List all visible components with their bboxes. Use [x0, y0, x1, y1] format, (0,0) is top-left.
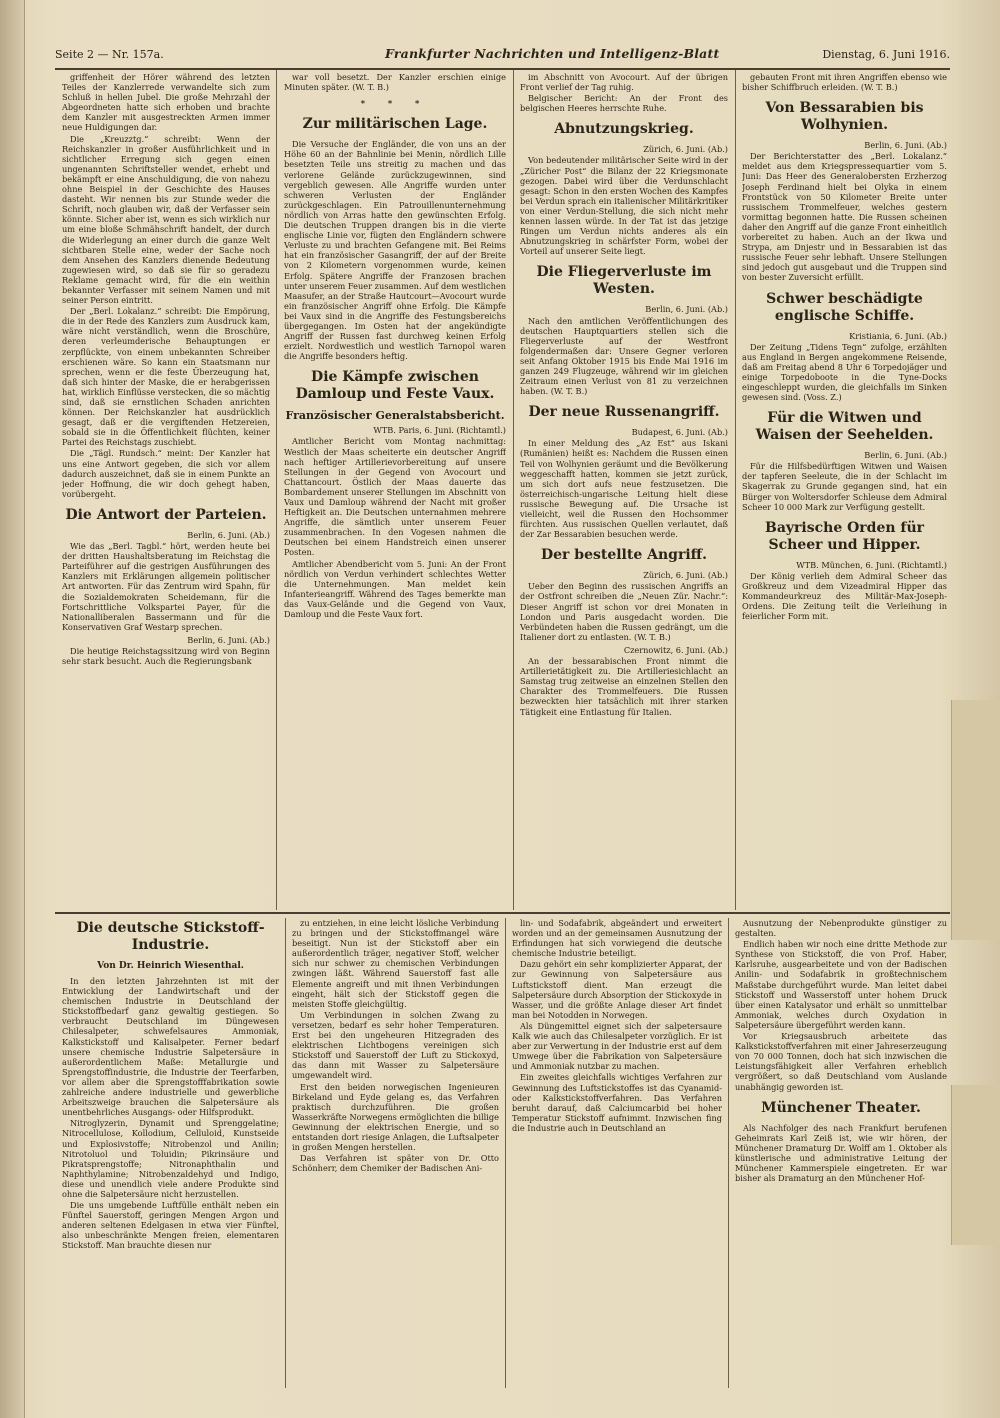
issue-date: Dienstag, 6. Juni 1916.: [822, 48, 950, 61]
article-text: Der König verlieh dem Admiral Scheer das Großkreuz und dem Vizeadmiral Hipper das Kommandeurkreuz des Militär-Max-Joseph-Ordens. Die Zeitung teilt die Verleihung in feierlicher Form mit.: [742, 570, 947, 622]
article-text: im Abschnitt von Avocourt. Auf der übrigen Front verlief der Tag ruhig.: [520, 72, 728, 93]
article-headline: Schwer beschädigte englische Schiffe.: [766, 290, 923, 324]
article-column-3: [520, 72, 728, 910]
dateline: Berlin, 6. Juni. (Ab.): [187, 529, 270, 540]
article-column-1: [62, 72, 270, 910]
article-text: Als Nachfolger des nach Frankfurt berufenen Geheimrats Karl Zeiß ist, wie wir hören, der Münchener Dramaturg Dr. Wolff am 1. Oktober als künstlerische und administrative Leitung der Münchener Kammerspiele eingetreten. Er war bisher als Dramaturg an den Münchener Hof-: [735, 1122, 947, 1184]
article-headline: Bayrische Orden für Scheer und Hipper.: [765, 519, 924, 553]
article-text: Endlich haben wir noch eine dritte Methode zur Synthese von Stickstoff, die von Prof. Haber, Karlsruhe, ausgearbeitete und von der Badischen Anilin- und Sodafabrik in großtechnischem Maßstabe durchgeführt wurde. Man leitet dabei Stickstoff und Wasserstoff unter hohem Druck über einen Katalysator und erhält so unmittelbar Ammoniak, welches durch Oxydation in Salpetersäure übergeführt werden kann.: [735, 939, 947, 1030]
feuilleton-column-3: [512, 918, 722, 1388]
article-subheadline: Französischer Generalstabsbericht.: [285, 409, 505, 423]
column-rule: [513, 70, 514, 910]
article-text: Als Düngemittel eignet sich der salpetersaure Kalk wie auch das Chilesalpeter vorzüglich. Er ist aber zur Verwertung in der Industrie erst auf dem Umwege über die Fabrikation von Salpetersäure und Ammoniak nutzbar zu machen.: [512, 1020, 722, 1072]
article-text: In den letzten Jahrzehnten ist mit der Entwicklung der Landwirtschaft und der chemischen Industrie in Deutschland der Stickstoffbedarf ganz gewaltig gestiegen. So verbraucht Deutschland im Düngewesen Chilesalpeter, schwefelsaures Ammoniak, Kalkstickstoff und Kalisalpeter. Ferner bedarf unsere chemische Industrie Salpetersäure in außerordentlichem Maße: Metallurgie und Sprengstoffindustrie, die Industrie der Teerfarben, vor allem aber die Sprengstofffabrikation sowie zahlreiche andere industrielle und gewerbliche Arbeitszweige brauchen die Salpetersäure als unentbehrliches Ausgangs- oder Hilfsprodukt.: [62, 976, 279, 1118]
article-text: Vor Kriegsausbruch arbeitete das Kalkstickstoffverfahren mit einer Jahreserzeugung von 70 000 Tonnen, doch hat sich inzwischen die Leistungsfähigkeit aller Verfahren erheblich vergrößert, so daß Deutschland vom Auslande unabhängig geworden ist.: [735, 1031, 947, 1092]
dateline: Zürich, 6. Juni. (Ab.): [643, 144, 728, 155]
article-headline: Von Bessarabien bis Wolhynien.: [765, 100, 924, 134]
article-text: Dazu gehört ein sehr komplizierter Apparat, der zur Gewinnung von Salpetersäure aus Luftstickstoff dient. Man erzeugt die Salpetersäure durch Absorption der Stickoxyde in Wasser, und die größte Anlage dieser Art findet man bei Notodden in Norwegen.: [512, 959, 722, 1020]
dateline: Kristiania, 6. Juni. (Ab.): [849, 330, 947, 341]
article-text: In einer Meldung des „Az Est“ aus Iskani (Rumänien) heißt es: Nachdem die Russen einen Teil von Wolhynien geräumt und die Bevölkerung weggeschafft hatten, kommen sie jetzt zurück, um sich dort aufs neue festzusetzen. Die österreichisch-ungarische Leitung hielt diese russische Bewegung auf. Die Ursache ist vielleicht, weil die Russen den Hochsommer fürchten. Aus russischen Quellen verlautet, daß der Zar Bessarabien besuchen werde.: [520, 438, 728, 540]
column-rule: [728, 918, 729, 1388]
article-headline: Münchener Theater.: [761, 1099, 921, 1116]
article-text: Für die Hilfsbedürftigen Witwen und Waisen der tapferen Seeleute, die in der Schlacht im Skagerrak zu Grunde gegangen sind, hat ein Bürger von Woltersdorfer Schleuse dem Admiral Scheer 10 000 Mark zur Verfügung gestellt.: [742, 461, 947, 512]
article-text: Ueber den Beginn des russischen Angriffs an der Ostfront schreiben die „Neuen Zür. Nachr.“: Dieser Angriff ist schon vor drei Monaten in London und Paris ausgedacht worden. Die Verbündeten haben die Russen gedrängt, um die Italiener dort zu entlasten. (W. T. B.): [520, 581, 728, 642]
dateline: WTB. Paris, 6. Juni. (Richtamtl.): [373, 425, 506, 436]
article-text: Die „Kreuzztg.“ schreibt: Wenn der Reichskanzler in großer Ausführlichkeit und in sichtlicher Erregung sich gegen einen ungenannten Schriftsteller wendet, erhebt und bekämpft er eine Anschuldigung, die von nahezu ohne Beispiel in der Geschichte des Hauses dasteht. Wir nennen bis zur Stunde weder die Schrift, noch glauben wir, daß der Verfasser sein könnte. Sicher aber ist, wenn es sich wirklich nur um eine bloße Schmähschrift handelt, der durch die Widerlegung an einer durch die ganze Welt sichtbaren Stelle eine, weder der Sache noch dem Ansehen des Kanzlers dienende Bedeutung zugewiesen wird, so daß sie für so geradezu Reklame gemacht wird, für die ein weithin bekannter Verfasser mit seinem Namen und mit seiner Person eintritt.: [62, 133, 270, 306]
binding-gutter: [0, 0, 25, 1418]
dateline: WTB. München, 6. Juni. (Richtamtl.): [796, 559, 947, 570]
article-text: Amtlicher Bericht vom Montag nachmittag: Westlich der Maas scheiterte ein deutscher Angriff nach heftiger Artillerievorbereitung auf unsere Stellungen in der Gegend von Avocourt und Chattancourt. Östlich der Maas dauerte das Bombardement unserer Stellungen im Abschnitt von Vaux und Damloup während der Nacht mit großer Heftigkeit an. Die Deutschen unternahmen mehrere Angriffe, die sämtlich unter unserem Feuer zusammenbrachen. In den Vogesen nahmen die Deutschen bei einem Handstreich einen unserer Posten.: [284, 436, 506, 558]
dateline: Czernowitz, 6. Juni. (Ab.): [623, 644, 728, 655]
article-headline: Der neue Russenangriff.: [528, 404, 720, 421]
article-headline: Zur militärischen Lage.: [302, 116, 488, 133]
feuilleton-column-4: [735, 918, 947, 1388]
article-text: gebauten Front mit ihren Angriffen ebenso wie bisher Schiffbruch erleiden. (W. T. B.): [742, 72, 947, 93]
dateline: Budapest, 6. Juni. (Ab.): [631, 427, 728, 438]
torn-page-edge: [951, 700, 1000, 940]
article-text: Ein zweites gleichfalls wichtiges Verfahren zur Gewinnung des Luftstickstoffes ist das Cyanamid- oder Kalkstickstoffverfahren. Das Verfahren beruht darauf, daß Calciumcarbid bei hoher Temperatur Stickstoff aufnimmt. Inzwischen fing die Industrie auch in Deutschland an: [512, 1072, 722, 1133]
feuilleton-column-1: [62, 918, 279, 1388]
article-text: Die „Tägl. Rundsch.“ meint: Der Kanzler hat uns eine Antwort gegeben, die sich vor allem dadurch auszeichnet, daß sie in einem Punkte an jeder Hoffnung, die wir doch gehegt haben, vorübergeht.: [62, 448, 270, 499]
section-divider: [55, 912, 950, 914]
article-text: Um Verbindungen in solchen Zwang zu versetzen, bedarf es sehr hoher Temperaturen. Erst bei den ungeheuren Hitzegraden des elektrischen Lichtbogens vereinigen sich Stickstoff und Sauerstoff der Luft zu Stickoxyd, das dann mit Wasser zu Salpetersäure umgewandelt wird.: [292, 1009, 499, 1081]
feuilleton-column-2: [292, 918, 499, 1388]
article-text: Von bedeutender militärischer Seite wird in der „Züricher Post“ die Bilanz der 22 Kriegsmonate gezogen. Dabei wird über die Verdunschlacht gesagt: Schon in den ersten Wochen des Kampfes bei Verdun sprach ein italienischer Militärkritiker von einer Verdun-Stellung, die sich nicht mehr kennen lassen würde. In der Tat ist das jetzige Ringen um Verdun nichts anderes als ein Abnutzungskrieg in schärfster Form, wobei der Vorteil auf unserer Seite liegt.: [520, 155, 728, 257]
article-headline: Die Antwort der Parteien.: [65, 506, 267, 523]
article-text: Nach den amtlichen Veröffentlichungen des deutschen Hauptquartiers stellen sich die Fliegerverluste auf der Westfront folgendermaßen dar: Unsere Gegner verloren seit Anfang Oktober 1915 bis Ende Mai 1916 im ganzen 249 Flugzeuge, während wir im gleichen Zeitraum einen Verlust von 81 zu verzeichnen haben. (W. T. B.): [520, 315, 728, 397]
dateline: Berlin, 6. Juni. (Ab.): [645, 304, 728, 315]
column-rule: [285, 918, 286, 1388]
column-rule: [276, 70, 277, 910]
article-text: Die Versuche der Engländer, die von uns an der Höhe 60 an der Bahnlinie bei Menin, nördlich Lille besetzten Teile uns streitig zu machen und das verlorene Gelände zurückzugewinnen, sind vergeblich gewesen. Alle Angriffe wurden unter schweren Verlusten der Engländer zurückgeschlagen. Ein Patrouillenunternehmung nördlich von Arras hatte den gewünschten Erfolg. Die deutschen Truppen drangen bis in die vierte englische Linie vor, fügten den Engländern schwere Verluste zu und brachten Gefangene mit. Bei Reims hat ein französischer Gasangriff, der auf der Breite von 2 Kilometern vorgenommen wurde, keinen Erfolg. Spätere Angriffe der Franzosen brachen unter unserem Feuer zusammen. Auf dem westlichen Maasufer, an der Straße Hautcourt—Avocourt wurde ein französischer Angriff ohne Erfolg. Die Kämpfe bei Vaux sind in die Angriffe des Festungsbereichs übergegangen. Im Osten hat der angekündigte Angriff der Russen fast durchweg keinen Erfolg erzielt. Nordwestlich und westlich Tarnopol waren die Angriffe besonders heftig.: [284, 139, 506, 362]
dateline: Berlin, 6. Juni. (Ab.): [187, 634, 270, 645]
article-column-2: [284, 72, 506, 910]
article-headline: Abnutzungskrieg.: [554, 121, 694, 138]
feature-headline: Die deutsche Stickstoff-Industrie.: [76, 920, 265, 953]
article-text: Der Zeitung „Tidens Tegn“ zufolge, erzählten aus England in Bergen angekommene Reisende, daß am Freitag abend 8 Uhr 6 Torpedojäger und einige Torpedoboote in die Tyne-Docks eingeschleppt wurden, die gleichfalls im Sinken gewesen sind. (Voss. Z.): [742, 341, 947, 403]
article-text: war voll besetzt. Der Kanzler erschien einige Minuten später. (W. T. B.): [284, 72, 506, 93]
article-text: Die uns umgebende Luftfülle enthält neben ein Fünftel Sauerstoff, geringen Mengen Argon und anderen seltenen Edelgasen in etwa vier Fünftel, also unbeschränkte Mengen freien, elementaren Stickstoff. Man brauchte diesen nur: [62, 1200, 279, 1251]
article-text: Der Berichterstatter des „Berl. Lokalanz.“ meldet aus dem Kriegspressequartier vom 5. Juni: Das Heer des Generalobersten Erzherzog Joseph Ferdinand hielt bei Olyka in einem Frontstück von 50 Kilometer Breite unter russischem Trommelfeuer, welches gestern vormittag begonnen hatte. Die Russen scheinen daher den Angriff auf die ganze Front einheitlich vorbereitet zu haben. Auch an der Ikwa und Strypa, am Dnjestr und in Bessarabien ist das russische Feuer sehr lebhaft. Unsere Stellungen sind jedoch gut ausgebaut und die Truppen sind von bester Zuversicht erfüllt.: [742, 151, 947, 283]
masthead-title: Frankfurter Nachrichten und Intelligenz-Blatt: [385, 46, 720, 61]
page-header: [55, 46, 950, 70]
article-text: Die heutige Reichstagssitzung wird von Beginn sehr stark besucht. Auch die Regierungsbank: [62, 645, 270, 667]
article-text: An der bessarabischen Front nimmt die Artillerietätigkeit zu. Die Artilleriesichlacht an Samstag trug zeitweise an einzelnen Stellen den Charakter des Trommelfeuers. Die Russen bezweckten hier tatsächlich mit ihrer starken Tätigkeit eine Entlastung für Italien.: [520, 656, 728, 717]
article-column-4: [742, 72, 947, 910]
dateline: Berlin, 6. Juni. (Ab.): [864, 140, 947, 151]
column-rule: [505, 918, 506, 1388]
article-text: lin- und Sodafabrik, abgeändert und erweitert worden und an der gemeinsamen Ausnutzung der Erfindungen hat sich vorwiegend die deutsche chemische Industrie beteiligt.: [512, 918, 722, 959]
dateline: Zürich, 6. Juni. (Ab.): [643, 570, 728, 581]
article-text: griffenheit der Hörer während des letzten Teiles der Kanzlerrede verwandelte sich zum Schluß in hellen Jubel. Die große Mehrzahl der Abgeordneten hatte sich erhoben und brachte dem Kanzler mit ausgestreckten Armen immer neue Huldigungen dar.: [62, 72, 270, 133]
article-text: Ausnutzung der Nebenprodukte günstiger zu gestalten.: [735, 918, 947, 939]
article-text: Amtlicher Abendbericht vom 5. Juni: An der Front nördlich von Verdun verhindert schlechtes Wetter die Unternehmungen. Man meldet kein Infanterieangriff. Während des Tages bemerkte man das Vaux-Gelände und die Gegend von Vaux, Damloup und die Feste Vaux fort.: [284, 558, 506, 620]
page-number-issue: Seite 2 — Nr. 157a.: [55, 48, 164, 61]
byline: Von Dr. Heinrich Wiesenthal.: [97, 961, 244, 971]
article-text: Das Verfahren ist später von Dr. Otto Schönherr, dem Chemiker der Badischen Ani-: [292, 1153, 499, 1174]
article-text: Belgischer Bericht: An der Front des belgischen Heeres herrschte Ruhe.: [520, 93, 728, 114]
article-text: Erst den beiden norwegischen Ingenieuren Birkeland und Eyde gelang es, das Verfahren praktisch durchzuführen. Die großen Wasserkräfte Norwegens ermöglichten die billige Gewinnung der elektrischen Energie, und so entstanden dort riesige Anlagen, die Luftsalpeter in großen Mengen herstellen.: [292, 1081, 499, 1153]
article-text: zu entziehen, in eine leicht lösliche Verbindung zu bringen und der Stickstoffmangel wäre beseitigt. Nun ist der Stickstoff aber ein außerordentlich träger, negativer Stoff, welcher sich nur schwer zu chemischen Verbindungen zwingen läßt. Während Sauerstoff fast alle Elemente angreift und mit ihnen Verbindungen eingeht, hält sich der Stickstoff gegen die meisten Stoffe gleichgültig.: [292, 918, 499, 1009]
article-headline: Die Kämpfe zwischen Damloup und Feste Vaux.: [295, 369, 495, 403]
torn-page-edge-lower: [951, 1085, 1000, 1245]
article-headline: Der bestellte Angriff.: [540, 547, 708, 564]
article-text: Nitroglyzerin, Dynamit und Sprenggelatine; Nitrocellulose, Kollodium, Celluloid, Kunstseide und Explosivstoffe; Nitrobenzol und Anilin; Nitrotoluol und Toluidin; Pikrinsäure und Pikratsprengstoffe; Nitronaphthalin und Naphthylamine; Nitrobenzaldehyd und Indigo, diese und unendlich viele andere Produkte sind ohne die Salpetersäure nicht herzustellen.: [62, 1118, 279, 1199]
column-rule: [735, 70, 736, 910]
separator-stars: * * *: [360, 98, 430, 109]
article-text: Der „Berl. Lokalanz.“ schreibt: Die Empörung, die in der Rede des Kanzlers zum Ausdruck kam, wäre nicht verständlich, wenn die Broschüre, deren verleumderische Behauptungen er zerpflückte, von einem unbekannten Schreiber erschienen wäre. So kann ein Staatsmann nur sprechen, wenn er die feste Überzeugung hat, daß sich hinter der Maske, die er herabgerissen hat, wirklich Einflüsse verstecken, die so mächtig sind, daß sie ernstlichen Schaden anrichten können. Der Reichskanzler hat ausdrücklich gesagt, daß er die vergiftenden Hetzereien, sobald sie in die Öffentlichkeit flüchten, keiner Partei des Reichstags zuschiebt.: [62, 306, 270, 448]
dateline: Berlin, 6. Juni. (Ab.): [864, 450, 947, 461]
article-headline: Für die Witwen und Waisen der Seehelden.: [755, 410, 934, 444]
article-headline: Die Fliegerverluste im Westen.: [536, 264, 712, 298]
article-text: Wie das „Berl. Tagbl.“ hört, werden heute bei der dritten Haushaltsberatung im Reichstag die Parteiführer auf die gestrigen Ausführungen des Kanzlers mit Erklärungen allgemein politischer Art antworten. Für das Zentrum wird Spahn, für die Sozialdemokraten Scheidemann, für die Fortschrittliche Volkspartei Payer, für die Nationalliberalen Bassermann und für die Konservativen Graf Westarp sprechen.: [62, 541, 270, 632]
